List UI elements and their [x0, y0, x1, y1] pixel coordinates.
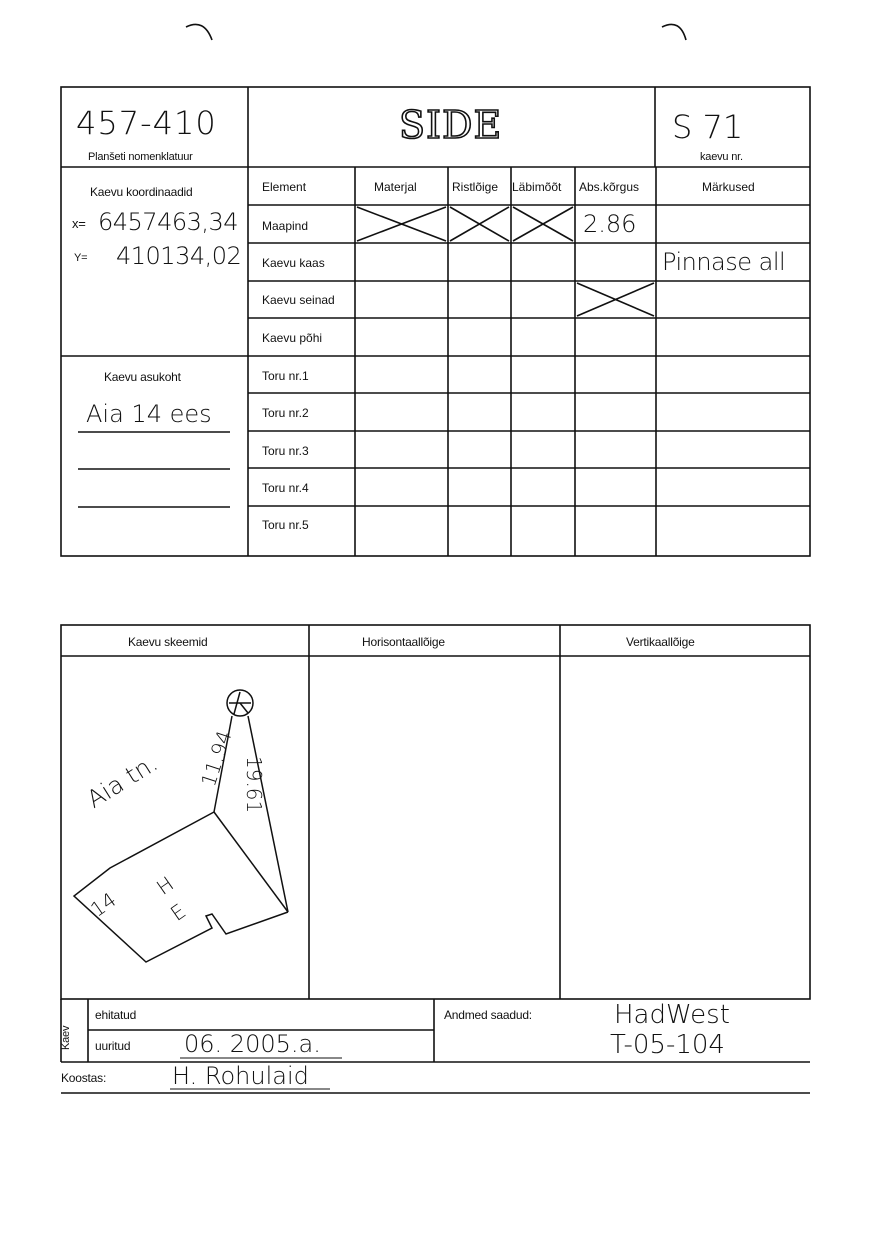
row-element-walls: Kaevu seinad — [262, 293, 335, 307]
row-element-pipe3: Toru nr.3 — [262, 444, 309, 458]
row-element-pipe2: Toru nr.2 — [262, 406, 309, 420]
sketch-letter-h: H — [152, 871, 179, 900]
compiled-value: H. Rohulaid — [172, 1062, 309, 1090]
built-label: ehitatud — [95, 1008, 137, 1022]
ground-abs-height-value: 2.86 — [583, 210, 637, 238]
well-side-label: Kaev — [60, 1025, 72, 1050]
sketch-letter-e: E — [166, 898, 191, 926]
row-element-lid: Kaevu kaas — [262, 256, 325, 270]
nomenclature-value: 457-410 — [76, 104, 217, 142]
sketch-distance-1: 11.94 — [196, 727, 237, 790]
coordinates-label: Kaevu koordinaadid — [90, 185, 193, 199]
sketch-header: Kaevu skeemid — [128, 635, 208, 649]
col-header-material: Materjal — [374, 180, 417, 194]
col-header-element: Element — [262, 180, 307, 194]
row-element-ground: Maapind — [262, 219, 309, 233]
col-header-remarks: Märkused — [702, 180, 755, 194]
surveyed-value: 06. 2005.a. — [184, 1030, 321, 1058]
form-title: SIDE — [399, 103, 503, 147]
vertical-section-header: Vertikaallõige — [626, 635, 695, 649]
sketch-distance-2: 19.61 — [242, 756, 266, 814]
sketch-street-label: Aia tn. — [82, 748, 163, 814]
location-value: Aia 14 ees — [86, 400, 212, 428]
location-label: Kaevu asukoht — [104, 370, 181, 384]
nomenclature-label: Planšeti nomenklatuur — [88, 151, 193, 163]
x-coordinate-value: 6457463,34 — [98, 208, 239, 236]
col-header-diameter: Läbimõõt — [512, 180, 562, 194]
surveyed-label: uuritud — [95, 1039, 131, 1053]
well-number-label: kaevu nr. — [700, 151, 743, 163]
data-source-label: Andmed saadud: — [444, 1008, 532, 1022]
x-prefix: x= — [72, 216, 86, 231]
row-element-pipe5: Toru nr.5 — [262, 518, 309, 532]
horizontal-section-header: Horisontaallõige — [362, 635, 445, 649]
well-number-value: S 71 — [672, 108, 744, 146]
col-header-abs-height: Abs.kõrgus — [579, 180, 640, 194]
y-prefix: Y= — [74, 252, 88, 264]
data-source-company: HadWest — [614, 1000, 730, 1030]
y-coordinate-value: 410134,02 — [116, 242, 242, 270]
row-element-pipe1: Toru nr.1 — [262, 369, 309, 383]
compiled-label: Koostas: — [61, 1071, 107, 1085]
lid-remark-value: Pinnase all — [662, 248, 786, 276]
col-header-cross-section: Ristlõige — [452, 180, 499, 194]
row-element-pipe4: Toru nr.4 — [262, 481, 309, 495]
row-element-bottom: Kaevu põhi — [262, 331, 323, 345]
data-source-code: T-05-104 — [610, 1030, 725, 1060]
sketch-house-number: 14 — [86, 887, 121, 922]
